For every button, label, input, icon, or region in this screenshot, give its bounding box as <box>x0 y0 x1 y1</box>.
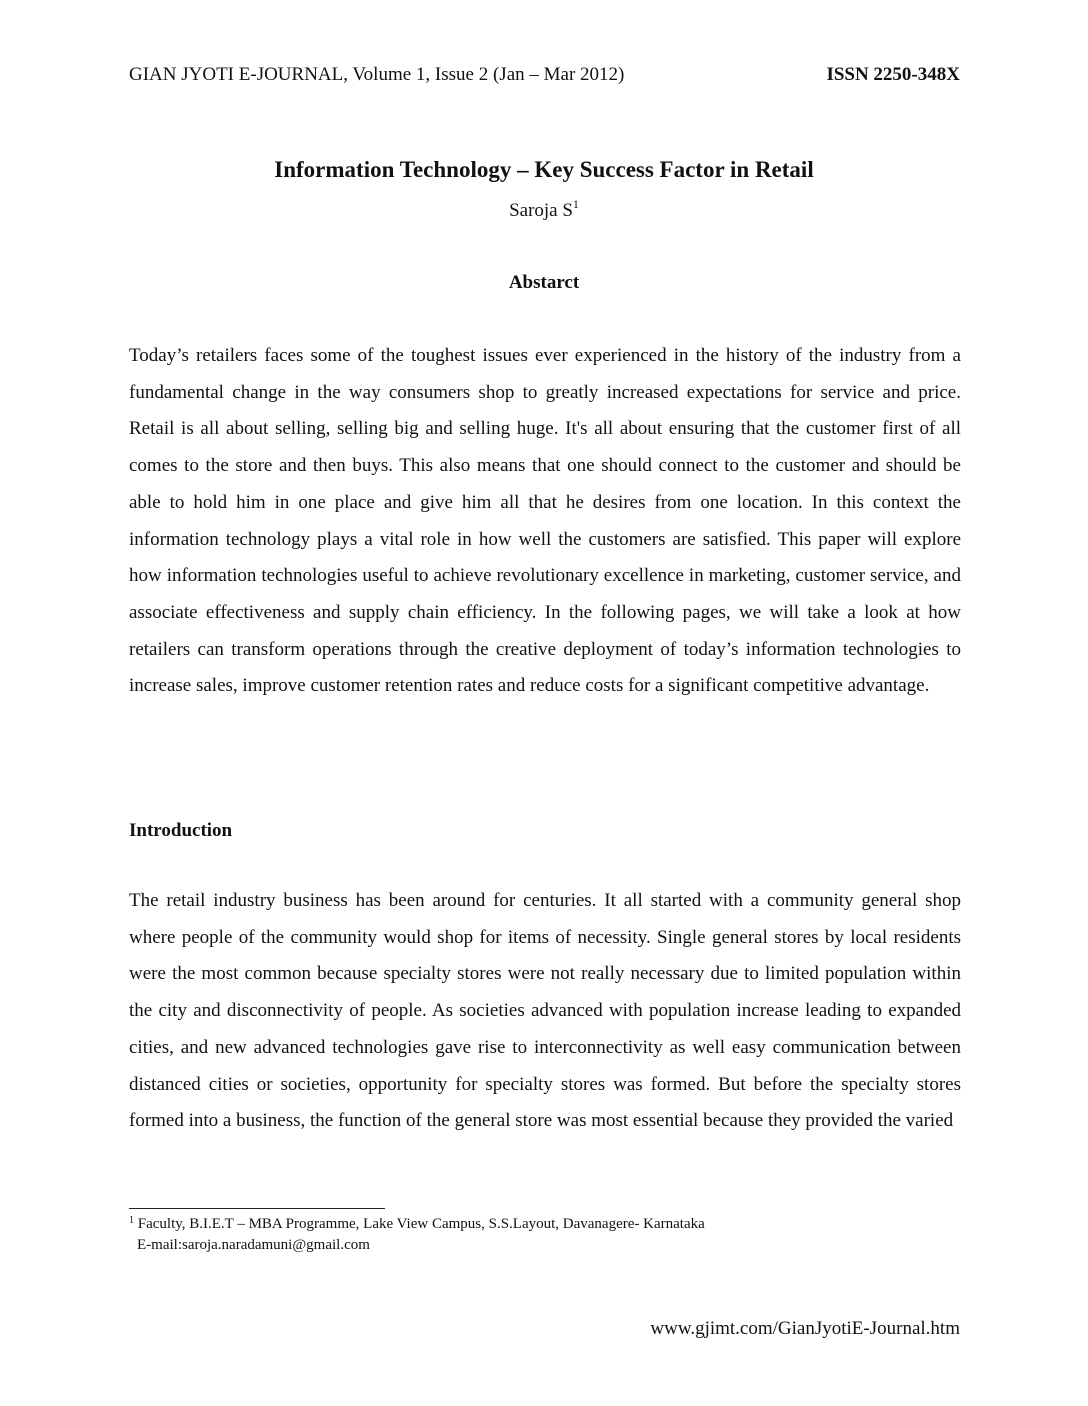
footnote-affiliation-line <box>129 1214 705 1235</box>
abstract-heading: Abstarct <box>508 272 580 293</box>
footnote-affiliation: Faculty, B.I.E.T – MBA Programme, Lake View Campus, S.S.Layout, Davanagere- Karnataka <box>137 1216 705 1232</box>
journal-citation: GIAN JYOTI E-JOURNAL, Volume 1, Issue 2 (Jan – Mar 2012) <box>129 64 625 85</box>
author-line <box>0 198 1088 224</box>
footnote-mark: 1 <box>129 1215 134 1226</box>
paper-title: Information Technology – Key Success Factor in Retail <box>274 157 814 182</box>
abstract-paragraph: Today’s retailers faces some of the toughest issues ever experienced in the history of the industry from a fundamental change in the way consumers shop to greatly increased expectations for service and price. Retail is all about selling, selling big and selling huge. It's all about ensuring that the customer first of all comes to the store and then buys. This also means that one should connect to the customer and should be able to hold him in one place and give him all that he desires from one location. In this context the information technology plays a vital role in how well the customers are satisfied. This paper will explore how information technologies useful to achieve revolutionary excellence in marketing, customer service, and associate effectiveness and supply chain efficiency. In the following pages, we will take a look at how retailers can transform operations through the creative deployment of today’s information technologies to increase sales, improve customer retention rates and reduce costs for a significant competitive advantage. <box>129 345 961 697</box>
author-name: Saroja S <box>509 200 573 221</box>
introduction-heading: Introduction <box>129 820 233 841</box>
footnote-divider <box>129 1208 385 1209</box>
footnote <box>129 1214 705 1256</box>
issn-number: ISSN 2250-348X <box>826 64 960 85</box>
footer-url: www.gjimt.com/GianJyotiE-Journal.htm <box>650 1318 960 1339</box>
introduction-paragraph: The retail industry business has been around for centuries. It all started with a community general shop where people of the community would shop for items of necessity. Single general stores by local residents were the most common because specialty stores were not really necessary due to limited population within the city and disconnectivity of people. As societies advanced with population increase leading to expanded cities, and new advanced technologies gave rise to interconnectivity as well easy communication between distanced cities or societies, opportunity for specialty stores was formed. But before the specialty stores formed into a business, the function of the general store was most essential because they provided the varied <box>129 890 961 1132</box>
running-header <box>129 62 960 88</box>
footnote-email: E-mail:saroja.naradamuni@gmail.com <box>137 1237 370 1253</box>
author-footnote-mark: 1 <box>572 197 579 211</box>
